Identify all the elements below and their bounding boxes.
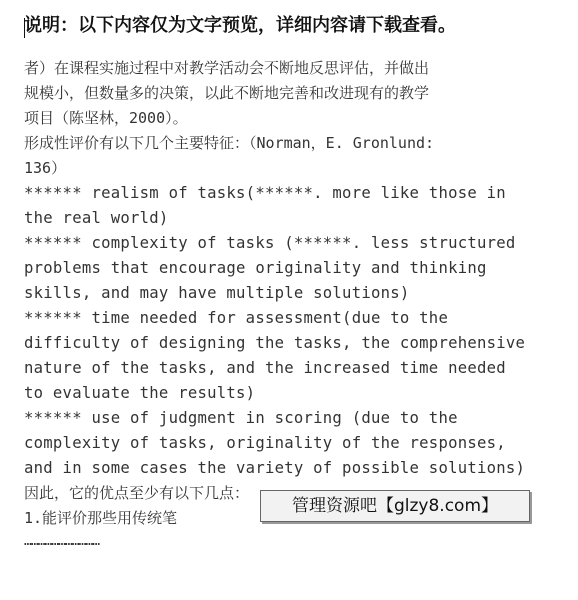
body-line: 项目（陈坚林，2000）。 <box>24 109 188 127</box>
body-line: 者）在课程实施过程中对教学活动会不断地反思评估，并做出 <box>24 59 430 77</box>
body-line: skills, and may have multiple solutions) <box>24 284 410 302</box>
body-line: the real world) <box>24 209 169 227</box>
body-line: ****** realism of tasks(******. more like those in <box>24 184 506 202</box>
body-line: nature of the tasks, and the increased time needed <box>24 359 506 377</box>
body-line: 形成性评价有以下几个主要特征：（Norman，E. Gronlund: <box>24 134 435 152</box>
body-line: ****** use of judgment in scoring (due to the <box>24 409 458 427</box>
body-line: 因此，它的优点至少有以下几点： <box>24 484 250 502</box>
body-line: 1.能评价那些用传统笔 <box>24 509 178 527</box>
ellipsis-dots: …………………………… <box>24 534 100 549</box>
body-line: and in some cases the variety of possible solutions) <box>24 459 526 477</box>
body-line: 规模小，但数量多的决策，以此不断地完善和改进现有的教学 <box>24 84 430 102</box>
body-line: ****** time needed for assessment(due to the <box>24 309 449 327</box>
body-line: difficulty of designing the tasks, the comprehensive <box>24 334 526 352</box>
body-line: to evaluate the results) <box>24 384 256 402</box>
body-line: problems that encourage originality and thinking <box>24 259 487 277</box>
document-body <box>24 56 572 531</box>
watermark-banner: 管理资源吧【glzy8.com】 <box>260 490 530 522</box>
body-line: complexity of tasks, originality of the responses, <box>24 434 506 452</box>
body-line: ****** complexity of tasks (******. less structured <box>24 234 516 252</box>
preview-notice: 说明：以下内容仅为文字预览，详细内容请下载查看。 <box>24 15 456 36</box>
body-line: 136） <box>24 159 67 177</box>
